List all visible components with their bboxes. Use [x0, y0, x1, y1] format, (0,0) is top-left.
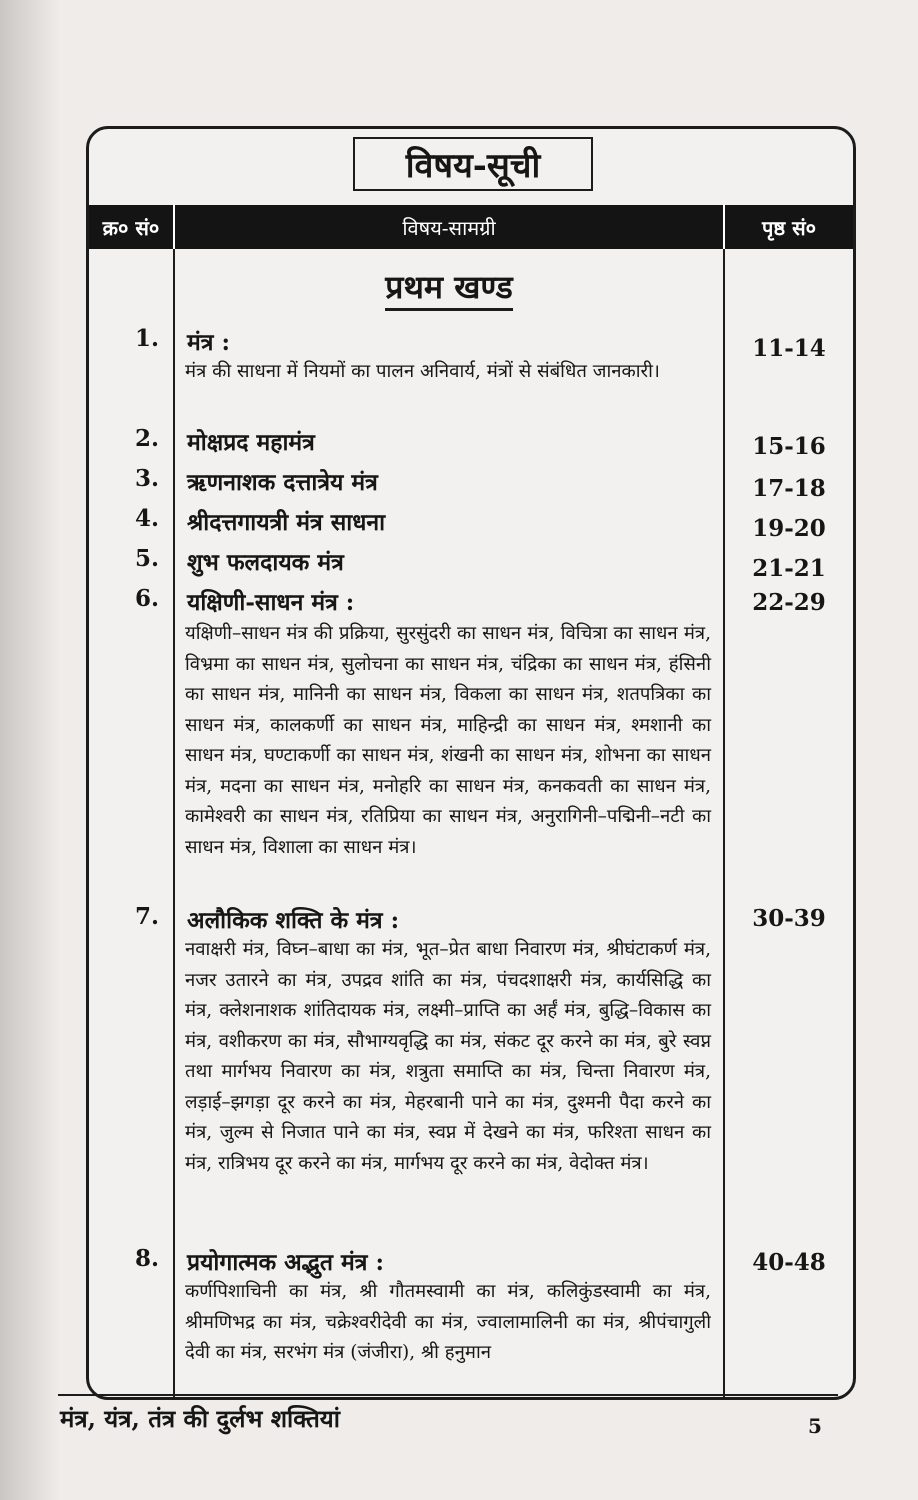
toc-title: विषय-सूची: [353, 137, 593, 191]
entry-title: मोक्षप्रद महामंत्र: [187, 429, 315, 456]
entry-title: अलौकिक शक्ति के मंत्र :: [187, 907, 400, 934]
entry-number: 7.: [134, 903, 159, 930]
section-title: [175, 265, 723, 308]
entry-number: 6.: [134, 585, 159, 612]
column-divider: [173, 249, 175, 1397]
entry-number: 5.: [134, 545, 159, 572]
entry-description: कर्णपिशाचिनी का मंत्र, श्री गौतमस्वामी का मंत्र, कलिकुंडस्वामी का मंत्र, श्रीमणिभद्र का मंत्र, चक्रेश्वरीदेवी का मंत्र, ज्वालामालिनी का मंत्र, श्रीपंचागुली देवी का मंत्र, सरभंग मंत्र (जंजीरा), श्री हनुमान: [185, 1281, 711, 1363]
entry-pages: 30-39: [752, 905, 826, 932]
entry-title: यक्षिणी-साधन मंत्र :: [187, 589, 355, 616]
entry-title: प्रयोगात्मक अद्भुत मंत्र :: [187, 1249, 384, 1276]
entry-number: 8.: [134, 1245, 159, 1272]
entry-title: ऋणनाशक दत्तात्रेय मंत्र: [187, 469, 378, 496]
column-divider: [723, 249, 725, 1397]
footer-page-number: 5: [808, 1414, 822, 1438]
entry-title: मंत्र :: [187, 329, 230, 356]
entry-number: 1.: [134, 325, 159, 352]
column-topic: विषय-सामग्री: [402, 215, 496, 240]
entry-description: नवाक्षरी मंत्र, विघ्न–बाधा का मंत्र, भूत–प्रेत बाधा निवारण मंत्र, श्रीघंटाकर्ण मंत्र, नजर उतारने का मंत्र, उपद्रव शांति का मंत्र, पंचदशाक्षरी मंत्र, कार्यसिद्धि का मंत्र, क्लेशनाशक शांतिदायक मंत्र, लक्ष्मी–प्राप्ति का अर्हं मंत्र, बुद्धि–विकास का मंत्र, वशीकरण का मंत्र, सौभाग्यवृद्धि का मंत्र, संकट दूर करने का मंत्र, बुरे स्वप्न तथा मार्गभय निवारण का मंत्र, शत्रुता समाप्ति का मंत्र, चिन्ता निवारण मंत्र, लड़ाई–झगड़ा दूर करने का मंत्र, मेहरबानी पाने का मंत्र, दुश्मनी पैदा करने का मंत्र, जुल्म से निजात पाने का मंत्र, स्वप्न में देखने का मंत्र, फरिश्ता साधन का मंत्र, रात्रिभय दूर करने का मंत्र, मार्गभय दूर करने का मंत्र, वेदोक्त मंत्र।: [185, 939, 711, 1174]
entry-number: 2.: [134, 425, 159, 452]
footer-divider: [58, 1394, 838, 1396]
entry-number: 4.: [134, 505, 159, 532]
entry-pages: 11-14: [752, 335, 826, 362]
entry-pages: 17-18: [752, 475, 826, 502]
column-page: पृष्ठ सं०: [761, 215, 817, 240]
entry-title: शुभ फलदायक मंत्र: [187, 549, 344, 576]
toc-frame: [86, 126, 856, 1400]
entry-pages: 19-20: [752, 515, 826, 542]
entry-description: मंत्र की साधना में नियमों का पालन अनिवार्य, मंत्रों से संबंधित जानकारी।: [185, 361, 660, 382]
entry-pages: 22-29: [752, 589, 826, 616]
entry-number: 3.: [134, 465, 159, 492]
entry-description: यक्षिणी–साधन मंत्र की प्रक्रिया, सुरसुंदरी का साधन मंत्र, विचित्रा का साधन मंत्र, विभ्रमा का साधन मंत्र, सुलोचना का साधन मंत्र, चंद्रिका का साधन मंत्र, हंसिनी का साधन मंत्र, मानिनी का साधन मंत्र, विकला का साधन मंत्र, शतपत्रिका का साधन मंत्र, कालकर्णी का साधन मंत्र, माहिन्द्री का साधन मंत्र, श्मशानी का साधन मंत्र, घण्टाकर्णी का साधन मंत्र, शंखनी का साधन मंत्र, शोभना का साधन मंत्र, मदना का साधन मंत्र, मनोहरि का साधन मंत्र, कनकवती का साधन मंत्र, कामेश्वरी का साधन मंत्र, रतिप्रिया का साधन मंत्र, अनुरागिनी–पद्मिनी–नटी का साधन मंत्र, विशाला का साधन मंत्र।: [185, 623, 711, 858]
entry-pages: 40-48: [752, 1249, 826, 1276]
column-serial: क्र० सं०: [102, 215, 160, 240]
entry-title: श्रीदत्तगायत्री मंत्र साधना: [187, 509, 386, 536]
table-header: [89, 205, 853, 249]
page-edge-shadow: [0, 0, 60, 1500]
entry-pages: 21-21: [752, 555, 826, 582]
section-title-text: प्रथम खण्ड: [385, 268, 512, 311]
entry-pages: 15-16: [752, 433, 826, 460]
footer-book-title: मंत्र, यंत्र, तंत्र की दुर्लभ शक्तियां: [60, 1404, 340, 1433]
